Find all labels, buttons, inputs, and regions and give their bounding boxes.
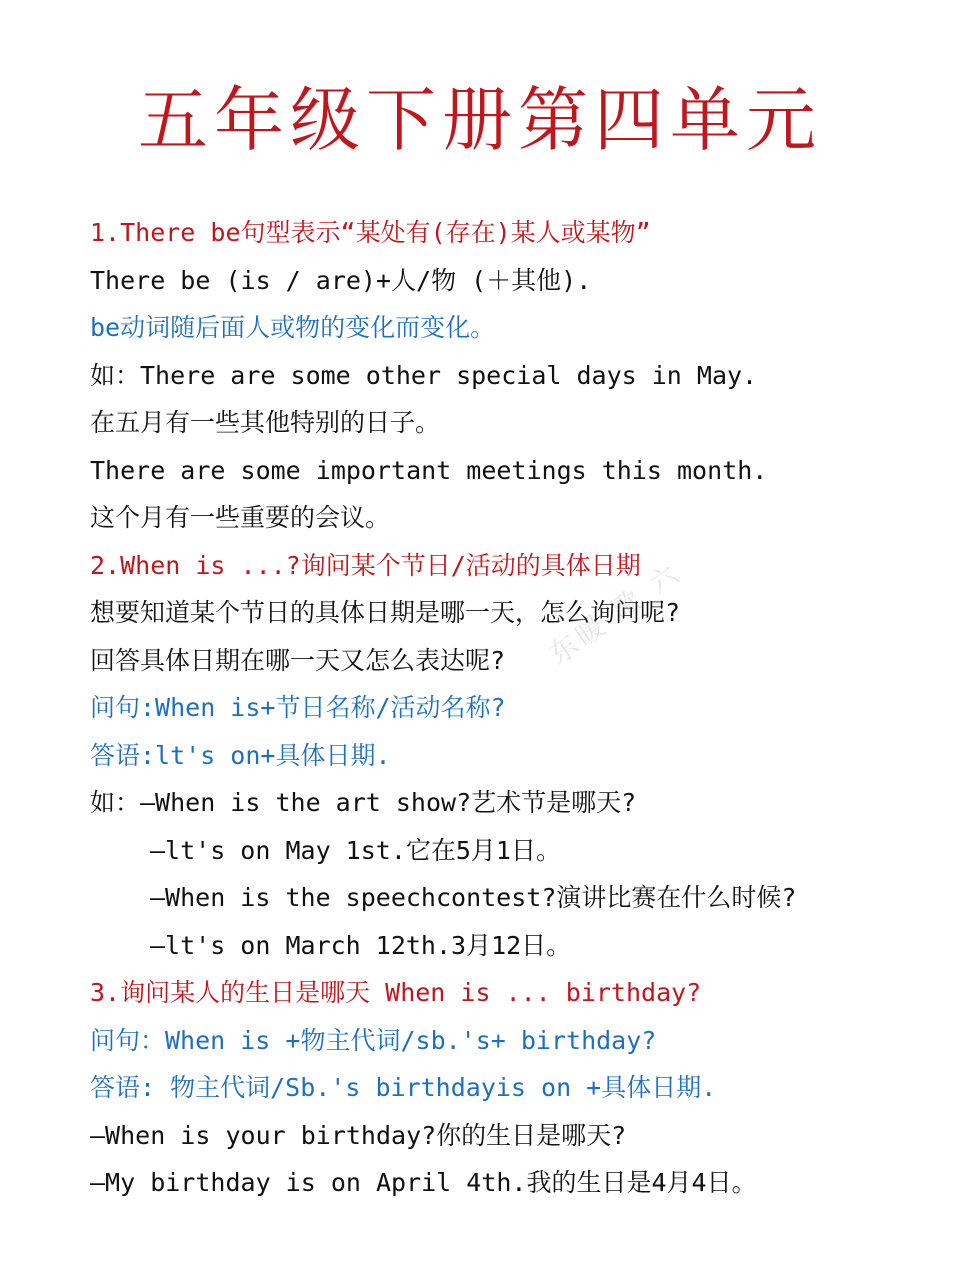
example-line: There are some important meetings this month. xyxy=(90,456,768,485)
heading-birthday: 3.询问某人的生日是哪天 When is ... birthday? xyxy=(90,978,702,1007)
example-line: —My birthday is on April 4th.我的生日是4月4日。 xyxy=(90,1168,757,1197)
text-line: 回答具体日期在哪一天又怎么表达呢? xyxy=(90,646,506,675)
example-line: —When is the speechcontest?演讲比赛在什么时候? xyxy=(150,883,797,912)
example-line: —When is your birthday?你的生日是哪天? xyxy=(90,1121,627,1150)
question-pattern-line: 问句：When is +物主代词/sb.'s+ birthday? xyxy=(90,1026,657,1055)
text-line: There be (is / are)+人/物 (＋其他). xyxy=(90,266,592,295)
text-line: 想要知道某个节日的具体日期是哪一天，怎么询问呢? xyxy=(90,598,681,627)
translation-line: 这个月有一些重要的会议。 xyxy=(90,503,391,532)
question-pattern-line: 问句:When is+节日名称/活动名称? xyxy=(90,693,506,722)
translation-line: 在五月有一些其他特别的日子。 xyxy=(90,408,441,437)
example-line: —lt's on May 1st.它在5月1日。 xyxy=(150,836,561,865)
page-title: 五年级下册第四单元 xyxy=(138,79,822,161)
example-line: 如：There are some other special days in May. xyxy=(90,361,758,390)
answer-pattern-line: 答语: 物主代词/Sb.'s birthdayis on +具体日期. xyxy=(90,1073,717,1102)
answer-pattern-line: 答语:lt's on+具体日期. xyxy=(90,741,391,770)
watermark: 东暖 歌 六 xyxy=(542,555,688,672)
heading-there-be: 1.There be句型表示“某处有(存在)某人或某物” xyxy=(90,218,651,247)
heading-when-is: 2.When is ...?询问某个节日/活动的具体日期 xyxy=(90,551,641,580)
example-line: 如：—When is the art show?艺术节是哪天? xyxy=(90,788,637,817)
note-line: be动词随后面人或物的变化而变化。 xyxy=(90,313,496,342)
example-line: —lt's on March 12th.3月12日。 xyxy=(150,931,572,960)
